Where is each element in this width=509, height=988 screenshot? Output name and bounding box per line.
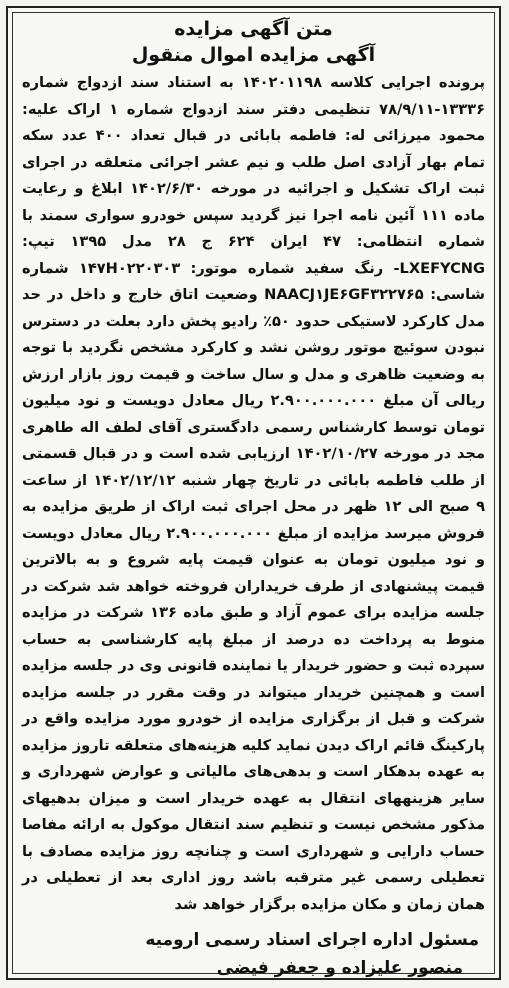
- notice-title: متن آگهی مزایده: [174, 18, 333, 40]
- notice-frame: [6, 6, 501, 980]
- notice-subtitle: آگهی مزایده اموال منقول: [131, 44, 376, 66]
- notice-body: پرونده اجرایی کلاسه ۱۴۰۲۰۱۱۹۸ به استناد سند ازدواج شماره ۱۳۳۳۶-۷۸/۹/۱۱ تنظیمی دفتر سند ازدواج شماره ۱ اراک علیه: محمود میرزائی له: فاطمه بابائی در قبال تعداد ۴۰۰ عدد سکه تمام بهار آزادی اصل طلب و نیم عشر اجرائی متعلقه در اجرای ثبت اراک تشکیل و اجرائیه در مورخه ۱۴۰۲/۶/۳۰ ابلاغ و رعایت ماده ۱۱۱ آئین نامه اجرا نیز گردید سپس خودرو سواری سمند با شماره انتظامی: ۴۷ ایران ۶۲۴ ج ۲۸ مدل ۱۳۹۵ تیپ: LXEFYCNG- رنگ سفید شماره موتور: ۱۴۷H۰۲۲۰۳۰۳ شماره شاسی: NAACJ۱JE۶GF۳۲۲۷۶۵ وضعیت اتاق خارج و داخل در حد مدل کارکرد لاستیکی حدود ۵۰٪ رادیو پخش دارد بعلت در دسترس نبودن سوئیچ موتور روشن نشد و کارکرد مشخص نگردید با توجه به وضعیت ظاهری و مدل و سال ساخت و قیمت روز بازار ارزش ریالی آن مبلغ ۲.۹۰۰.۰۰۰.۰۰۰ ریال معادل دویست و نود میلیون تومان توسط کارشناس رسمی دادگستری آقای لطف اله طاهری مجد در مورخه ۱۴۰۲/۱۰/۲۷ ارزیابی شده است و در قبال قسمتی از طلب فاطمه بابائی در تاریخ چهار شنبه ۱۴۰۲/۱۲/۱۲ از ساعت ۹ صبح الی ۱۲ ظهر در محل اجرای ثبت اراک از طریق مزایده به فروش میرسد مزایده از مبلغ ۲.۹۰۰.۰۰۰.۰۰۰ ریال معادل دویست و نود میلیون تومان به عنوان قیمت پایه شروع و به بالاترین قیمت پیشنهادی از طرف خریداران فروخته خواهد شد شرکت در جلسه مزایده برای عموم آزاد و طبق ماده ۱۳۶ شرکت در مزایده منوط به پرداخت ده درصد از مبلغ پایه کارشناسی به حساب سپرده ثبت و حضور خریدار یا نماینده قانونی وی در جلسه مزایده است و همچنین خریدار میتواند در وقت مقرر در جلسه مزایده شرکت و قبل از برگزاری مزایده از خودرو مورد مزایده واقع در پارکینگ قائم اراک دیدن نماید کلیه هزینه‌های متعلقه تاروز مزایده به عهده بدهکار است و بدهی‌های مالیاتی و عوارض شهرداری و سایر هزینههای انتقال به عهده خریدار است و میزان بدهیهای مذکور مشخص نیست و تنظیم سند انتقال موکول به ارائه مفاصا حساب دارایی و شهرداری است و چنانچه روز مزایده مصادف با تعطیلی رسمی غیر مترقبه باشد روز اداری بعد از تعطیلی در همان زمان و مکان مزایده برگزار خواهد شد: [22, 74, 486, 913]
- signature-line-1: مسئول اداره اجرای اسناد رسمی ارومیه: [145, 930, 479, 950]
- signature-line-2: منصور علیزاده و جعفر فیضی: [216, 958, 463, 978]
- notice-content: [22, 16, 486, 978]
